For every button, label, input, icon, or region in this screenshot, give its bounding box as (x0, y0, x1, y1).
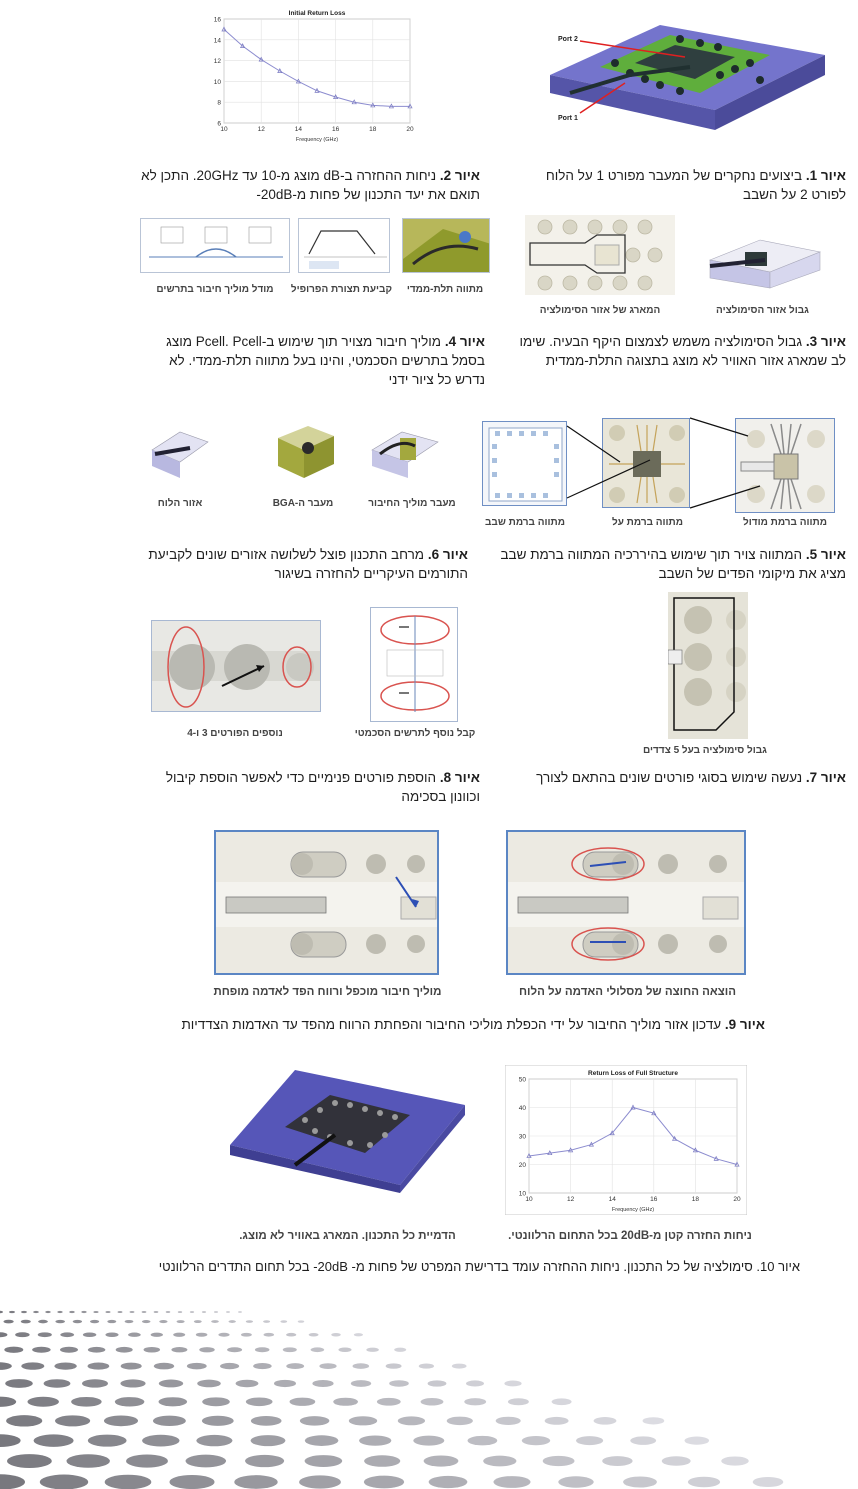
decorative-dot (522, 1436, 550, 1445)
fig6-number: איור 6. (427, 547, 468, 562)
decorative-dot (45, 1311, 51, 1313)
decorative-dot (196, 1333, 208, 1337)
decorative-dot (88, 1347, 105, 1353)
decorative-dot (171, 1347, 187, 1352)
decorative-dot (177, 1320, 185, 1323)
decorative-dot (419, 1363, 434, 1368)
decorative-dot (142, 1311, 147, 1313)
x-tick-label: 16 (650, 1196, 658, 1203)
port1-label: Port 1 (558, 115, 578, 122)
fig2-number: איור 2. (439, 168, 480, 183)
decorative-dot (377, 1398, 401, 1406)
decorative-dot (245, 1455, 284, 1467)
decorative-dot (169, 1475, 214, 1489)
decorative-dot (721, 1456, 748, 1465)
initial-return-loss-svg (200, 5, 420, 145)
decorative-dot (6, 1415, 42, 1426)
decorative-dot (602, 1456, 632, 1466)
fig4-label-3d: מתווה תלת-ממדי (406, 284, 484, 295)
y-tick-label: 10 (213, 78, 221, 86)
full-structure-return-loss-chart (505, 1065, 747, 1215)
fig6-text: מרחב התכנון פוצל לשלושה אזורים שונים לקביעת התורמים העיקריים להחזרה בשיגור (148, 547, 468, 581)
decorative-dot (178, 1311, 182, 1313)
y-tick-label: 20 (518, 1162, 526, 1169)
decorative-dot (57, 1311, 62, 1313)
fig6-bondwire-region-image (370, 420, 440, 480)
decorative-dot (128, 1333, 141, 1337)
decorative-dot (126, 1454, 168, 1467)
decorative-dot (468, 1436, 498, 1446)
x-tick-label: 18 (369, 126, 377, 133)
decorative-dot (21, 1362, 44, 1369)
decorative-dot (32, 1347, 50, 1353)
decorative-dot (246, 1320, 253, 1323)
decorative-dot (197, 1380, 221, 1388)
decorative-dot (34, 1434, 74, 1446)
decorative-dot (211, 1320, 219, 1323)
decorative-dot (364, 1476, 404, 1489)
decorative-dot (576, 1436, 603, 1445)
decorative-dot (38, 1320, 48, 1324)
decorative-dot (220, 1363, 239, 1369)
decorative-dot (290, 1398, 316, 1406)
decorative-dot (54, 1362, 76, 1369)
fig9-label-bondwire: מוליך חיבור מוכפל ורווח הפד לאדמה מופחת (213, 986, 442, 998)
decorative-dot (214, 1311, 218, 1313)
fig7-label-boundary: גבול סימולציה בעל 5 צדדים (643, 745, 767, 756)
fig9-label-ground: הוצאה החוצה של מסלולי האדמה על הלוח (518, 986, 737, 998)
fig8-label-capacitor: קבל נוסף לתרשים הסכמטי (354, 728, 476, 739)
decorative-dot (226, 1311, 230, 1313)
decorative-dot (0, 1362, 12, 1370)
decorative-dot (299, 1475, 341, 1488)
decorative-dot (115, 1397, 145, 1406)
fig9-number: איור 9. (724, 1017, 765, 1032)
decorative-dot (428, 1380, 447, 1386)
decorative-dot (305, 1455, 343, 1467)
decorative-dot (159, 1320, 167, 1323)
decorative-dot (5, 1379, 33, 1388)
fig3-number: איור 3. (805, 334, 846, 349)
decorative-dot (151, 1333, 163, 1337)
decorative-dot (558, 1476, 593, 1487)
fig4-label-schematic: מודל מוליך חיבור בתרשים (156, 284, 274, 295)
decorative-dot (311, 1347, 325, 1352)
fig8-caption (140, 768, 480, 806)
decorative-dot (274, 1380, 296, 1387)
decorative-dot (0, 1434, 21, 1447)
decorative-dot (187, 1363, 207, 1369)
decorative-dot (504, 1381, 521, 1387)
fig10-label-chart: ניחות החזרה קטן מ-20dB בכל התחום הרלוונטי. (508, 1230, 752, 1242)
decorative-dot (366, 1348, 379, 1352)
fig10-text: איור 10. סימולציה של כל התכנון. ניחות ההחזרה עומד בדרישת המפרט של פחות מ- 20dB- בכל תחום התדרים הרלוונטי (158, 1259, 800, 1274)
fig3-mesh-image (525, 215, 675, 295)
decorative-dot (196, 1435, 232, 1446)
decorative-dot (331, 1333, 341, 1336)
x-tick-label: 10 (525, 1196, 533, 1203)
decorative-dot (305, 1435, 338, 1446)
decorative-dot (319, 1363, 336, 1369)
x-tick-label: 14 (608, 1196, 616, 1203)
decorative-dot (496, 1417, 521, 1425)
decorative-dot (120, 1379, 145, 1387)
fig7-number: איור 7. (805, 770, 846, 785)
fig1-3d-board-image (540, 5, 830, 135)
x-tick-label: 10 (220, 126, 228, 133)
x-tick-label: 20 (733, 1196, 741, 1203)
y-tick-label: 16 (213, 16, 221, 24)
decorative-dot (421, 1398, 444, 1406)
fig6-label-bga: מעבר ה-BGA (272, 498, 334, 509)
fig4-text: מוליך חיבור מצויר תוך שימוש ב-Pcell. Pcell מוצג בסמל בתרשים הסכמטי, והינו בעל מתווה תלת-ממדי. לא נדרש כל ציור ידני (166, 334, 485, 387)
decorative-dot (159, 1380, 183, 1388)
decorative-dot (251, 1435, 286, 1446)
decorative-dot (173, 1333, 185, 1337)
decorative-dot (125, 1320, 134, 1323)
decorative-dot (199, 1347, 215, 1352)
decorative-dot (105, 1475, 152, 1489)
y-tick-label: 30 (518, 1133, 526, 1141)
decorative-dot (394, 1348, 406, 1352)
decorative-dot (236, 1380, 259, 1387)
fig9-caption (150, 1015, 765, 1034)
decorative-dot (251, 1416, 282, 1426)
y-tick-label: 40 (518, 1105, 526, 1112)
fig3-boundary-image (705, 230, 825, 290)
decorative-dot (105, 1333, 118, 1337)
decorative-dot (15, 1332, 29, 1337)
fig10-label-3d: הדמיית כל התכנון. המארג באוויר לא מוצג. (239, 1230, 456, 1242)
fig10-caption (130, 1257, 800, 1276)
decorative-dot (309, 1333, 319, 1337)
fig5-module-level-image (735, 418, 835, 513)
decorative-dot (359, 1435, 391, 1445)
decorative-dot (286, 1333, 296, 1337)
fig3-text: גבול הסימולציה משמש לצמצום היקף הבעיה. שימו לב שמארג אזור האוויר לא מוצג בתצוגה התלת-ממדית (519, 334, 846, 368)
decorative-dot-pattern (0, 1304, 858, 1489)
fig8-number: איור 8. (439, 770, 480, 785)
fig6-label-board: אזור הלוח (157, 498, 203, 509)
decorative-dot (71, 1397, 101, 1407)
decorative-dot (40, 1475, 88, 1489)
decorative-dot (447, 1417, 473, 1426)
fig8-ports-added-image (151, 620, 321, 712)
x-tick-label: 12 (566, 1196, 575, 1203)
decorative-dot (452, 1364, 467, 1369)
decorative-dot (398, 1416, 425, 1425)
decorative-dot (21, 1311, 27, 1313)
decorative-dot (4, 1347, 23, 1353)
decorative-dot (33, 1311, 39, 1313)
fig5-super-level-image (602, 418, 690, 508)
fig1-caption (510, 166, 846, 204)
decorative-dot (44, 1379, 71, 1388)
decorative-dot (218, 1333, 229, 1337)
decorative-dot (118, 1311, 123, 1313)
fig8-schematic-capacitor-image (370, 607, 458, 722)
decorative-dot (543, 1456, 575, 1466)
decorative-dot (338, 1347, 351, 1352)
y-tick-label: 50 (518, 1076, 526, 1084)
decorative-dot (0, 1332, 7, 1337)
y-tick-label: 14 (213, 37, 221, 45)
decorative-dot (142, 1320, 151, 1323)
fig4-profile-config-image (298, 218, 390, 273)
port2-label: Port 2 (558, 36, 578, 43)
decorative-dot (105, 1311, 110, 1313)
decorative-dot (253, 1363, 271, 1369)
fig5-label-super: מתווה ברמת על (612, 517, 683, 528)
y-tick-label: 10 (518, 1190, 526, 1198)
decorative-dot (264, 1333, 275, 1337)
x-axis-label: Frequency (GHz) (295, 137, 339, 143)
decorative-dot (263, 1320, 270, 1323)
fig7-caption (520, 768, 846, 787)
decorative-dot (104, 1415, 138, 1426)
decorative-dot (154, 1363, 174, 1370)
decorative-dot (464, 1398, 486, 1405)
fig5-number: איור 5. (805, 547, 846, 562)
y-tick-label: 6 (217, 120, 221, 128)
decorative-dot (688, 1477, 720, 1488)
x-tick-label: 16 (331, 126, 340, 133)
fig6-label-bondwire: מעבר מוליך החיבור (368, 498, 456, 509)
decorative-dot (241, 1333, 252, 1337)
decorative-dot (424, 1455, 459, 1466)
decorative-dot (349, 1416, 377, 1425)
decorative-dot (3, 1320, 13, 1324)
fig5-text: המתווה צויר תוך שימוש בהיררכיה המתווה ברמת שבב מציג את מיקומי הפדים של השבב (500, 547, 846, 581)
fig7-text: נעשה שימוש בסוגי פורטים שונים בהתאם לצורך (536, 770, 806, 785)
decorative-dot (69, 1311, 74, 1313)
fig1-text: ביצועים נחקרים של המעבר מפורט 1 על הלוח לפורט 2 על השבב (545, 168, 846, 202)
decorative-dot (483, 1456, 516, 1467)
chart-title: Return Loss of Full Structure (588, 1070, 678, 1077)
decorative-dot (60, 1347, 78, 1353)
decorative-dot (228, 1320, 235, 1323)
y-tick-label: 12 (213, 58, 221, 66)
decorative-dot (643, 1417, 665, 1424)
decorative-dot (9, 1311, 15, 1313)
fig10-full-structure-3d-image (225, 1065, 470, 1193)
decorative-dot (623, 1477, 657, 1488)
fig8-text: הוספת פורטים פנימיים כדי לאפשר הוספת קיבול וכוונון בסכימה (165, 770, 480, 804)
fig7-five-sided-boundary-image (668, 592, 748, 739)
decorative-dot (116, 1347, 133, 1353)
fig2-caption (140, 166, 480, 204)
fig5-label-chip: מתווה ברמת שבב (485, 517, 565, 528)
y-tick-label: 8 (217, 99, 221, 107)
decorative-dot (594, 1417, 617, 1425)
decorative-dot (552, 1398, 572, 1405)
chart-title: Initial Return Loss (288, 10, 346, 17)
decorative-dot (38, 1332, 52, 1337)
decorative-dot (389, 1380, 409, 1387)
decorative-dot (83, 1332, 96, 1337)
fig6-caption (130, 545, 468, 583)
decorative-dot (154, 1311, 159, 1313)
decorative-dot (202, 1397, 230, 1406)
fig1-number: איור 1. (805, 168, 846, 183)
fig9-text: עדכון אזור מוליך החיבור על ידי הכפלת מוליכי החיבור והפחתת הרווח מהפד עד האדמות הצדדיות (181, 1017, 725, 1032)
decorative-dot (153, 1416, 186, 1426)
fig4-caption (140, 332, 485, 389)
initial-return-loss-chart (200, 5, 420, 145)
decorative-dot (413, 1436, 444, 1446)
decorative-dot (545, 1417, 569, 1425)
decorative-dot (93, 1311, 98, 1313)
decorative-dot (364, 1455, 400, 1467)
decorative-dot (27, 1397, 58, 1407)
decorative-dot (386, 1363, 402, 1368)
decorative-dot (662, 1456, 691, 1466)
decorative-dot (88, 1435, 127, 1447)
decorative-dot (685, 1437, 710, 1445)
decorative-dot (238, 1311, 242, 1313)
decorative-dot (466, 1380, 484, 1386)
decorative-dot (66, 1454, 109, 1468)
plot-area (224, 19, 410, 123)
fig3-label-boundary: גבול אזור הסימולציה (716, 305, 809, 316)
decorative-dot (0, 1474, 25, 1489)
decorative-dot (81, 1311, 86, 1313)
decorative-dot (283, 1347, 297, 1352)
decorative-dot (280, 1320, 287, 1323)
decorative-dot (186, 1455, 227, 1468)
decorative-dot (88, 1363, 110, 1370)
decorative-dot (753, 1477, 784, 1487)
decorative-dot (55, 1320, 65, 1323)
decorative-dot (353, 1363, 370, 1369)
decorative-dot (312, 1380, 333, 1387)
decorative-dot (166, 1311, 171, 1313)
decorative-dot (300, 1416, 330, 1425)
fig5-label-module: מתווה ברמת מודול (743, 517, 827, 528)
fig6-bga-region-image (268, 418, 338, 482)
decorative-dot (354, 1333, 363, 1336)
decorative-dot (202, 1311, 206, 1313)
decorative-dot (73, 1320, 82, 1323)
decorative-dot (508, 1398, 529, 1405)
fig2-text: ניחות ההחזרה ב-dB מוצג מ-10 עד 20GHz. התכן לא תואם את יעד התכנון של פחות מ-20dB- (141, 168, 480, 202)
decorative-dot (202, 1416, 234, 1426)
full-structure-return-loss-svg (505, 1065, 747, 1215)
decorative-dot (630, 1436, 656, 1445)
fig4-3d-layout-image (402, 218, 490, 273)
decorative-dot (130, 1311, 135, 1313)
fig3-label-mesh: המארג של אזור הסימולציה (539, 305, 661, 316)
decorative-dot (90, 1320, 99, 1323)
decorative-dot (107, 1320, 116, 1323)
decorative-dot (0, 1311, 3, 1313)
decorative-dot (142, 1435, 179, 1447)
fig8-label-ports: נוספים הפורטים 3 ו-4 (187, 728, 283, 739)
decorative-dot (55, 1415, 90, 1426)
decorative-dot (255, 1347, 270, 1352)
fig4-label-profile: קביעת תצורת הפרופיל (290, 284, 392, 295)
fig4-schematic-model-image (140, 218, 290, 273)
decorative-dot (144, 1347, 160, 1353)
decorative-dot (60, 1332, 74, 1337)
decorative-dot (82, 1379, 108, 1387)
decorative-dot (190, 1311, 194, 1313)
fig5-chip-level-image (482, 421, 567, 506)
decorative-dot (194, 1320, 202, 1323)
fig5-caption (478, 545, 846, 583)
fig4-number: איור 4. (444, 334, 485, 349)
decorative-dot (351, 1380, 371, 1387)
decorative-dot (429, 1476, 468, 1488)
x-tick-label: 14 (294, 126, 303, 133)
fig9-ground-traces-image (506, 830, 746, 975)
decorative-dot (298, 1320, 305, 1322)
x-axis-label: Frequency (GHz) (611, 1207, 655, 1213)
fig6-board-region-image (150, 420, 210, 480)
decorative-dot (493, 1476, 530, 1488)
fig9-doubled-bondwire-image (214, 830, 439, 975)
x-tick-label: 12 (257, 126, 265, 133)
decorative-dot (286, 1363, 304, 1369)
decorative-dot (0, 1397, 16, 1407)
decorative-dot (21, 1320, 31, 1324)
x-tick-label: 18 (691, 1196, 700, 1203)
decorative-dot (7, 1454, 52, 1468)
x-tick-label: 20 (406, 126, 414, 133)
decorative-dot (121, 1363, 142, 1370)
decorative-dot (159, 1397, 188, 1406)
decorative-dot (234, 1475, 278, 1489)
fig3-caption (510, 332, 846, 370)
decorative-dot (246, 1397, 273, 1406)
decorative-dot (333, 1398, 358, 1406)
decorative-dot (227, 1347, 242, 1352)
